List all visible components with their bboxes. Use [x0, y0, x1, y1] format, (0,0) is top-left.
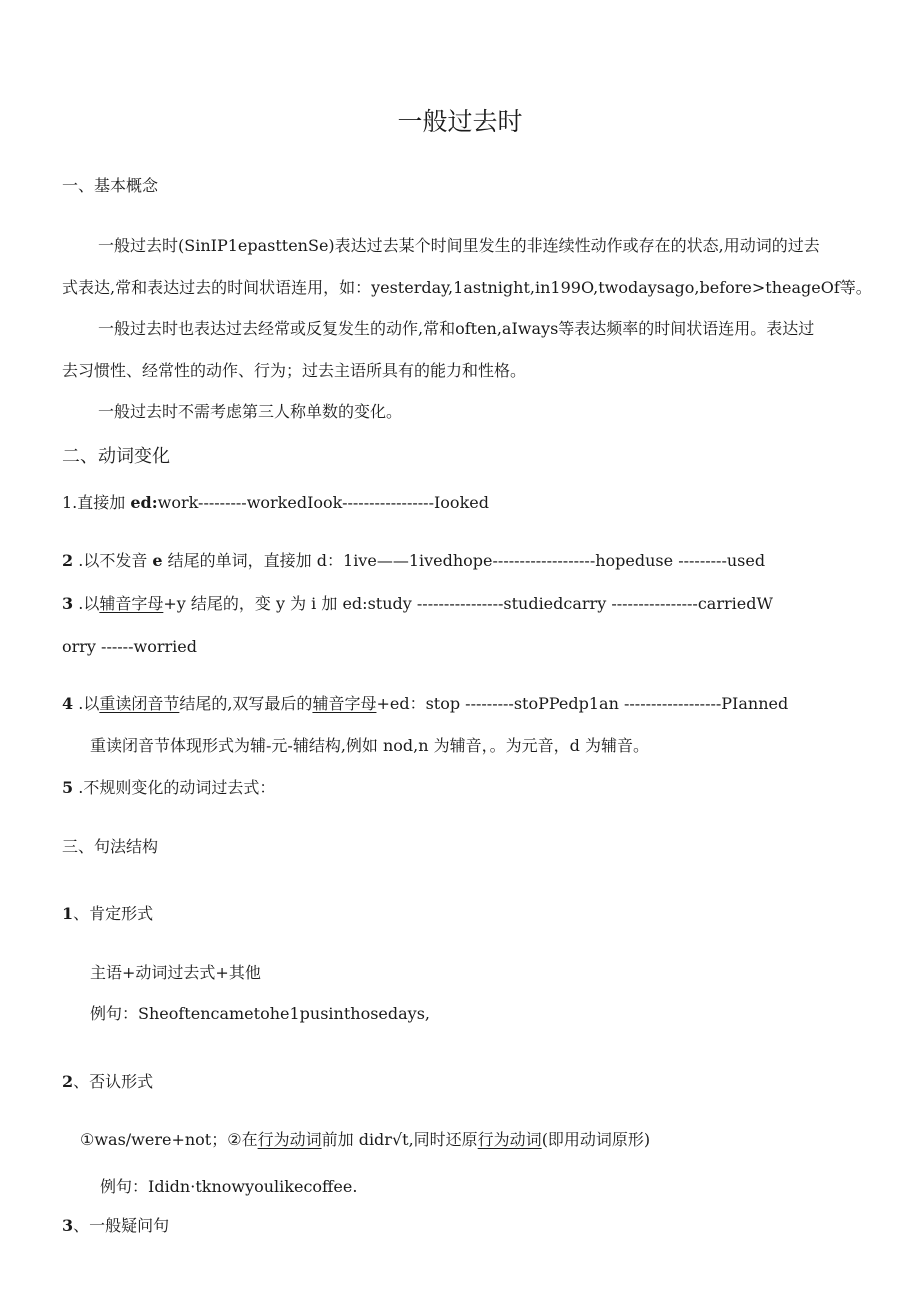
affirmative-heading	[62, 903, 153, 925]
rule-1	[62, 492, 489, 514]
negative-number: 2	[62, 1072, 74, 1091]
section-heading-basic-concept: 一、基本概念	[62, 176, 159, 195]
negative-example: 例句：Ididn·tknowyoulikecoffee.	[100, 1177, 358, 1196]
rule-2-e: e	[152, 551, 163, 570]
paragraph-habit-line-1: 一般过去时也表达过去经常或反复发生的动作,常和often,aIways等表达频率的时间状语连用。表达过	[98, 319, 815, 338]
rule-3-consonant: 辅音字母	[99, 594, 164, 613]
question-number: 3	[62, 1216, 74, 1235]
rule-2-examples: 结尾的单词，直接加 d：1ive——1ivedhope-------------------hopeduse ---------used	[162, 551, 766, 570]
rule-4-prefix: .以	[73, 694, 100, 713]
rule-2	[62, 550, 765, 572]
rule-1-ed: ed:	[130, 493, 158, 512]
rule-4-middle: 结尾的,双写最后的	[179, 694, 313, 713]
rule-3-number: 3	[62, 594, 74, 613]
question-heading	[62, 1215, 169, 1237]
rule-4-stressed-syllable: 重读闭音节	[99, 694, 180, 713]
rule-5-number: 5	[62, 778, 74, 797]
rule-4	[62, 693, 788, 715]
rule-3-prefix: .以	[73, 594, 100, 613]
negative-action-verb-2: 行为动词	[477, 1130, 542, 1149]
negative-heading	[62, 1071, 153, 1093]
affirmative-label: 、肯定形式	[73, 904, 154, 923]
paragraph-definition-line-2: 式表达,常和表达过去的时间状语连用，如：yesterday,1astnight,in199O,twodaysago,before>theageOf等。	[62, 278, 872, 297]
paragraph-definition-line-1: 一般过去时(SinIP1epasttenSe)表达过去某个时间里发生的非连续性动作或存在的状态,用动词的过去	[98, 236, 820, 255]
rule-4-note: 重读闭音节体现形式为辅-元-辅结构,例如 nod,n 为辅音，。为元音，d 为辅音。	[90, 736, 649, 755]
paragraph-habit-line-2: 去习惯性、经常性的动作、行为；过去主语所具有的能力和性格。	[62, 361, 527, 380]
negative-formula-part-3: (即用动词原形)	[541, 1130, 651, 1149]
rule-5	[62, 777, 275, 799]
rule-2-number: 2	[62, 551, 74, 570]
rule-4-consonant: 辅音字母	[312, 694, 377, 713]
rule-1-prefix: 1.直接加	[62, 493, 131, 512]
rule-3-continuation: orry ------worried	[62, 637, 197, 656]
rule-5-text: .不规则变化的动词过去式：	[73, 778, 276, 797]
rule-2-prefix: .以不发音	[73, 551, 153, 570]
section-heading-syntax: 三、句法结构	[62, 837, 159, 856]
negative-formula-part-1: ①was/were+not；②在	[80, 1130, 258, 1149]
negative-formula-part-2: 前加 didr√t,同时还原	[321, 1130, 478, 1149]
rule-3	[62, 593, 773, 615]
rule-3-examples: +y 结尾的，变 y 为 i 加 ed:study ----------------studiedcarry ----------------carriedW	[163, 594, 773, 613]
affirmative-formula: 主语+动词过去式+其他	[90, 963, 261, 982]
rule-4-examples: +ed：stop ---------stoPPedp1an ------------------PIanned	[376, 694, 789, 713]
section-heading-verb-changes: 二、动词变化	[62, 446, 170, 467]
negative-action-verb-1: 行为动词	[257, 1130, 322, 1149]
rule-4-number: 4	[62, 694, 74, 713]
rule-1-examples: work---------workedIook-----------------Iooked	[157, 493, 489, 512]
question-label: 、一般疑问句	[73, 1216, 170, 1235]
affirmative-example: 例句：Sheoftencametohe1pusinthosedays,	[90, 1004, 430, 1023]
negative-label: 、否认形式	[73, 1072, 154, 1091]
negative-formula	[80, 1129, 650, 1151]
affirmative-number: 1	[62, 904, 74, 923]
page-title: 一般过去时	[397, 107, 523, 136]
paragraph-no-third-person: 一般过去时不需考虑第三人称单数的变化。	[98, 402, 403, 421]
